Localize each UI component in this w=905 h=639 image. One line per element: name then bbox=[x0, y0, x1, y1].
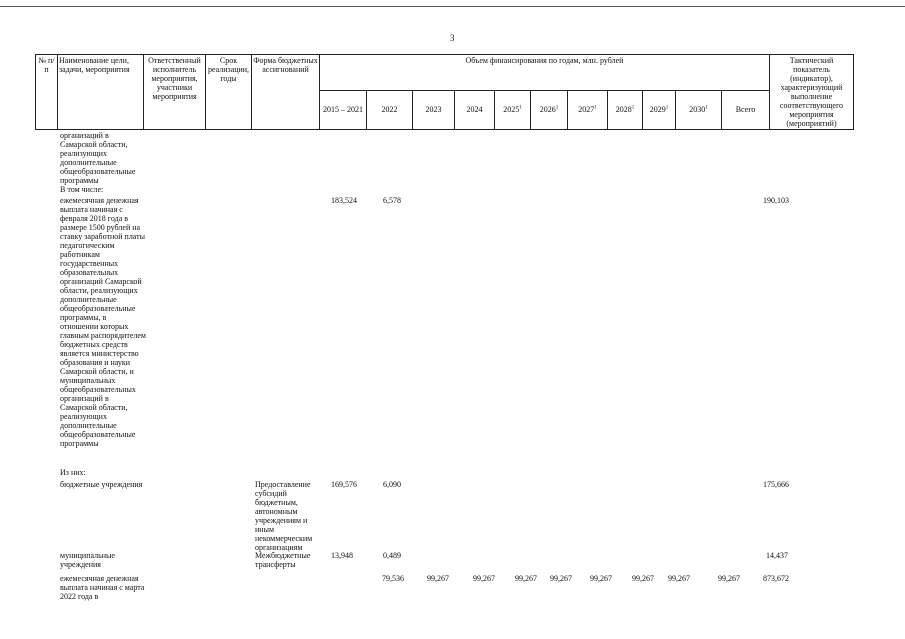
row-name-continued: организаций в Самарской области, реализующих дополнительные общеобразовательные программы bbox=[60, 131, 136, 185]
year-header: 2023 bbox=[413, 90, 455, 129]
year-header: 2024 bbox=[455, 90, 495, 129]
header-form: Форма бюджетных ассигнований bbox=[252, 55, 320, 130]
value-2015-2021: 183,524 bbox=[331, 196, 357, 205]
year-header: 2025$^1$ bbox=[495, 90, 531, 129]
year-header: 2015 – 2021 bbox=[320, 90, 367, 129]
header-num: № п/п bbox=[36, 55, 58, 130]
value-total: 873,672 bbox=[763, 574, 789, 583]
header-term: Срок реализации, годы bbox=[206, 55, 252, 130]
row-name-including: В том числе: bbox=[60, 185, 104, 194]
year-header: 2026$^1$ bbox=[531, 90, 568, 129]
row-name-municipal-institutions: муниципальные учреждения bbox=[60, 551, 115, 569]
value-2030: 99,267 bbox=[718, 574, 740, 583]
row-name-budget-institutions: бюджетные учреждения bbox=[60, 480, 143, 489]
value-2023: 99,267 bbox=[427, 574, 449, 583]
header-indicator: Тактический показатель (индикатор), характеризующий выполнение соответствующего мероприятия (мероприятий) bbox=[770, 55, 854, 130]
value-2029: 99,267 bbox=[668, 574, 690, 583]
value-total: 14,437 bbox=[766, 551, 788, 560]
year-header: 2029$^1$ bbox=[643, 90, 676, 129]
value-total: 175,666 bbox=[763, 480, 789, 489]
page-number: 3 bbox=[450, 33, 455, 43]
value-2022: 0,489 bbox=[383, 551, 401, 560]
value-2024: 99,267 bbox=[473, 574, 495, 583]
value-2022: 6,090 bbox=[383, 480, 401, 489]
row-name-of-which: Из них: bbox=[60, 468, 86, 477]
header-responsible: Ответственный исполнитель мероприятия, участники мероприятия bbox=[144, 55, 206, 130]
year-header: 2022 bbox=[367, 90, 413, 129]
row-form-transfers: Межбюджетные трансферты bbox=[255, 551, 311, 569]
value-2026: 99,267 bbox=[550, 574, 572, 583]
value-2025: 99,267 bbox=[515, 574, 537, 583]
page-top-border bbox=[0, 6, 905, 7]
value-2027: 99,267 bbox=[590, 574, 612, 583]
value-total: 190,103 bbox=[763, 196, 789, 205]
value-2015-2021: 13,948 bbox=[331, 551, 353, 560]
header-financing: Объем финансирования по годам, млн. рублей bbox=[320, 55, 770, 91]
row-name-monthly-payment-2018: ежемесячная денежная выплата начиная с февраля 2018 года в размере 1500 рублей на ставку заработной платы педагогическим работникам государственных образовательных организаций Самарской области, реализующих дополнительные общеобразовательные программы, в отношении которых главным распорядителем бюджетных средств является министерство образования и науки Самарской области, и муниципальных общеобразовательных организаций в Самарской области, реализующих дополнительные общеобразовательные программы bbox=[60, 196, 146, 448]
header-name: Наименование цели, задачи, мероприятия bbox=[58, 55, 144, 130]
header-table bbox=[35, 54, 854, 130]
value-2022: 6,578 bbox=[383, 196, 401, 205]
value-2015-2021: 169,576 bbox=[331, 480, 357, 489]
year-header: 2028$^1$ bbox=[608, 90, 643, 129]
value-2022: 79,536 bbox=[382, 574, 404, 583]
row-name-monthly-payment-2022: ежемесячная денежная выплата начиная с марта 2022 года в bbox=[60, 574, 145, 601]
value-2028: 99,267 bbox=[632, 574, 654, 583]
year-header: 2030$^1$ bbox=[676, 90, 722, 129]
row-form-subsidies: Предоставление субсидий бюджетным, автономным учреждениям и иным некоммерческим организациям bbox=[255, 480, 313, 552]
year-header: 2027$^1$ bbox=[568, 90, 608, 129]
year-header: Всего bbox=[722, 90, 770, 129]
